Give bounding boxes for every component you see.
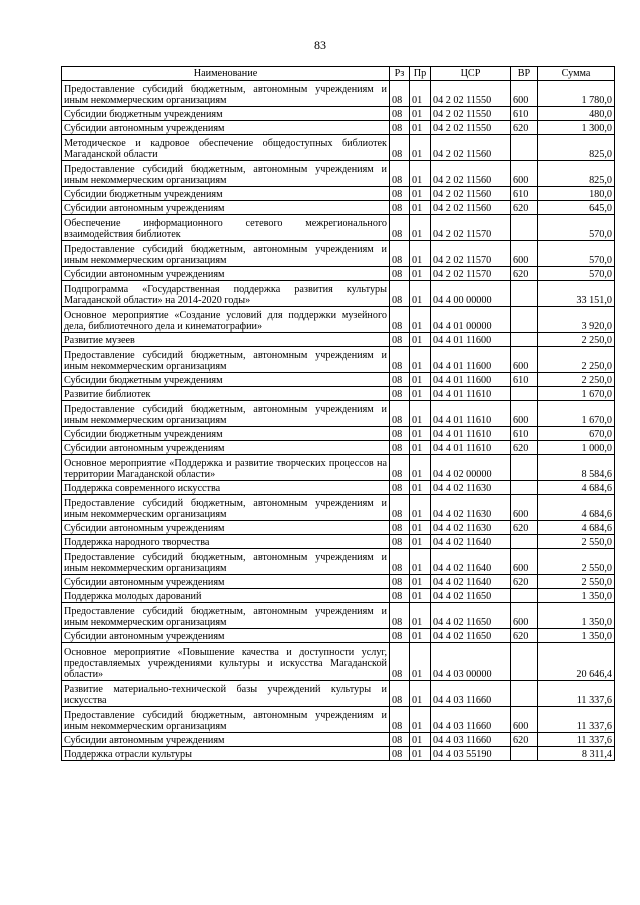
row-sum-cell: 1 780,0 — [538, 81, 615, 107]
header-vr: ВР — [511, 67, 538, 81]
table-row — [62, 135, 615, 161]
row-sum-cell: 8 311,4 — [538, 747, 615, 761]
row-rz-cell: 08 — [390, 481, 410, 495]
row-vr-cell — [511, 681, 538, 707]
row-csr-cell: 04 4 02 11650 — [431, 589, 511, 603]
row-sum-cell: 2 250,0 — [538, 373, 615, 387]
table-row — [62, 603, 615, 629]
row-sum-cell: 570,0 — [538, 241, 615, 267]
row-vr-cell: 600 — [511, 707, 538, 733]
table-row — [62, 495, 615, 521]
table-row — [62, 373, 615, 387]
row-pr-cell: 01 — [410, 81, 431, 107]
row-csr-cell: 04 4 01 11600 — [431, 333, 511, 347]
row-sum-cell: 1 350,0 — [538, 589, 615, 603]
table-row — [62, 387, 615, 401]
row-vr-cell: 620 — [511, 521, 538, 535]
header-rz: Рз — [390, 67, 410, 81]
row-name-cell: Поддержка современного искусства — [62, 481, 390, 495]
row-pr-cell: 01 — [410, 733, 431, 747]
header-csr: ЦСР — [431, 67, 511, 81]
row-vr-cell: 610 — [511, 187, 538, 201]
row-rz-cell: 08 — [390, 629, 410, 643]
row-csr-cell: 04 2 02 11570 — [431, 267, 511, 281]
row-rz-cell: 08 — [390, 107, 410, 121]
table-row — [62, 281, 615, 307]
row-sum-cell: 570,0 — [538, 267, 615, 281]
row-rz-cell: 08 — [390, 307, 410, 333]
row-vr-cell: 600 — [511, 495, 538, 521]
row-sum-cell: 4 684,6 — [538, 495, 615, 521]
row-rz-cell: 08 — [390, 281, 410, 307]
row-name-cell: Предоставление субсидий бюджетным, автономным учреждениям и иным некоммерческим организациям — [62, 81, 390, 107]
row-rz-cell: 08 — [390, 441, 410, 455]
table-row — [62, 629, 615, 643]
row-vr-cell: 620 — [511, 121, 538, 135]
row-name-cell: Субсидии бюджетным учреждениям — [62, 187, 390, 201]
row-csr-cell: 04 2 02 11560 — [431, 161, 511, 187]
table-row — [62, 401, 615, 427]
table-row — [62, 747, 615, 761]
row-csr-cell: 04 4 01 11610 — [431, 401, 511, 427]
row-csr-cell: 04 4 02 11630 — [431, 495, 511, 521]
row-sum-cell: 670,0 — [538, 427, 615, 441]
table-row — [62, 161, 615, 187]
budget-table — [61, 66, 615, 761]
row-pr-cell: 01 — [410, 307, 431, 333]
row-pr-cell: 01 — [410, 681, 431, 707]
row-name-cell: Предоставление субсидий бюджетным, автономным учреждениям и иным некоммерческим организациям — [62, 603, 390, 629]
row-pr-cell: 01 — [410, 215, 431, 241]
row-csr-cell: 04 4 03 11660 — [431, 681, 511, 707]
row-name-cell: Предоставление субсидий бюджетным, автономным учреждениям и иным некоммерческим организациям — [62, 495, 390, 521]
row-pr-cell: 01 — [410, 241, 431, 267]
row-name-cell: Предоставление субсидий бюджетным, автономным учреждениям и иным некоммерческим организациям — [62, 401, 390, 427]
row-vr-cell — [511, 215, 538, 241]
row-pr-cell: 01 — [410, 495, 431, 521]
row-vr-cell: 600 — [511, 401, 538, 427]
row-csr-cell: 04 4 01 11610 — [431, 427, 511, 441]
row-name-cell: Основное мероприятие «Повышение качества и доступности услуг, предоставляемых учреждениями культуры и искусства Магаданской области» — [62, 643, 390, 681]
row-name-cell: Развитие библиотек — [62, 387, 390, 401]
row-name-cell: Поддержка отрасли культуры — [62, 747, 390, 761]
row-sum-cell: 1 670,0 — [538, 387, 615, 401]
table-row — [62, 535, 615, 549]
row-csr-cell: 04 4 03 11660 — [431, 707, 511, 733]
row-pr-cell: 01 — [410, 281, 431, 307]
row-rz-cell: 08 — [390, 241, 410, 267]
header-sum: Сумма — [538, 67, 615, 81]
row-sum-cell: 825,0 — [538, 135, 615, 161]
row-csr-cell: 04 4 01 11600 — [431, 347, 511, 373]
table-row — [62, 681, 615, 707]
table-body — [62, 81, 615, 761]
row-pr-cell: 01 — [410, 187, 431, 201]
row-name-cell: Предоставление субсидий бюджетным, автономным учреждениям и иным некоммерческим организациям — [62, 549, 390, 575]
header-name: Наименование — [62, 67, 390, 81]
row-csr-cell: 04 4 02 11630 — [431, 521, 511, 535]
row-name-cell: Подпрограмма «Государственная поддержка развития культуры Магаданской области» на 2014-2020 годы» — [62, 281, 390, 307]
row-csr-cell: 04 4 01 11610 — [431, 441, 511, 455]
row-csr-cell: 04 4 02 11640 — [431, 575, 511, 589]
row-sum-cell: 180,0 — [538, 187, 615, 201]
row-rz-cell: 08 — [390, 521, 410, 535]
row-name-cell: Субсидии бюджетным учреждениям — [62, 373, 390, 387]
row-rz-cell: 08 — [390, 455, 410, 481]
page-number: 83 — [314, 38, 326, 52]
row-csr-cell: 04 2 02 11550 — [431, 121, 511, 135]
row-csr-cell: 04 2 02 11570 — [431, 215, 511, 241]
row-rz-cell: 08 — [390, 333, 410, 347]
row-name-cell: Субсидии автономным учреждениям — [62, 121, 390, 135]
row-vr-cell — [511, 747, 538, 761]
table-row — [62, 707, 615, 733]
table-row — [62, 333, 615, 347]
row-csr-cell: 04 4 01 11600 — [431, 373, 511, 387]
row-csr-cell: 04 2 02 11570 — [431, 241, 511, 267]
row-pr-cell: 01 — [410, 441, 431, 455]
row-vr-cell — [511, 387, 538, 401]
row-pr-cell: 01 — [410, 707, 431, 733]
row-vr-cell — [511, 481, 538, 495]
row-vr-cell — [511, 589, 538, 603]
row-name-cell: Основное мероприятие «Создание условий для поддержки музейного дела, библиотечного дела и кинематографии» — [62, 307, 390, 333]
row-vr-cell: 600 — [511, 241, 538, 267]
row-sum-cell: 3 920,0 — [538, 307, 615, 333]
row-csr-cell: 04 4 02 11640 — [431, 549, 511, 575]
row-csr-cell: 04 4 03 11660 — [431, 733, 511, 747]
row-name-cell: Субсидии бюджетным учреждениям — [62, 107, 390, 121]
row-sum-cell: 4 684,6 — [538, 521, 615, 535]
row-pr-cell: 01 — [410, 589, 431, 603]
row-rz-cell: 08 — [390, 589, 410, 603]
row-rz-cell: 08 — [390, 387, 410, 401]
row-csr-cell: 04 2 02 11560 — [431, 135, 511, 161]
row-rz-cell: 08 — [390, 427, 410, 441]
table-header-row — [62, 67, 615, 81]
row-vr-cell — [511, 333, 538, 347]
row-rz-cell: 08 — [390, 643, 410, 681]
row-vr-cell — [511, 281, 538, 307]
table-row — [62, 267, 615, 281]
row-pr-cell: 01 — [410, 401, 431, 427]
row-csr-cell: 04 2 02 11550 — [431, 81, 511, 107]
table-row — [62, 107, 615, 121]
row-name-cell: Субсидии автономным учреждениям — [62, 201, 390, 215]
row-rz-cell: 08 — [390, 121, 410, 135]
row-sum-cell: 1 670,0 — [538, 401, 615, 427]
row-csr-cell: 04 4 02 00000 — [431, 455, 511, 481]
row-rz-cell: 08 — [390, 267, 410, 281]
table-row — [62, 589, 615, 603]
row-rz-cell: 08 — [390, 135, 410, 161]
table-row — [62, 215, 615, 241]
table-row — [62, 201, 615, 215]
row-name-cell: Субсидии автономным учреждениям — [62, 441, 390, 455]
table-row — [62, 427, 615, 441]
row-sum-cell: 1 350,0 — [538, 629, 615, 643]
row-vr-cell: 600 — [511, 81, 538, 107]
row-vr-cell: 620 — [511, 441, 538, 455]
row-name-cell: Субсидии автономным учреждениям — [62, 521, 390, 535]
row-vr-cell: 600 — [511, 603, 538, 629]
row-name-cell: Обеспечение информационного сетевого межрегионального взаимодействия библиотек — [62, 215, 390, 241]
row-name-cell: Развитие материально-технической базы учреждений культуры и искусства — [62, 681, 390, 707]
row-rz-cell: 08 — [390, 495, 410, 521]
row-pr-cell: 01 — [410, 121, 431, 135]
row-rz-cell: 08 — [390, 535, 410, 549]
row-vr-cell: 620 — [511, 733, 538, 747]
row-vr-cell — [511, 643, 538, 681]
row-vr-cell: 600 — [511, 549, 538, 575]
row-vr-cell: 610 — [511, 107, 538, 121]
row-sum-cell: 20 646,4 — [538, 643, 615, 681]
row-pr-cell: 01 — [410, 333, 431, 347]
row-pr-cell: 01 — [410, 267, 431, 281]
row-vr-cell: 610 — [511, 373, 538, 387]
row-csr-cell: 04 2 02 11560 — [431, 187, 511, 201]
row-pr-cell: 01 — [410, 549, 431, 575]
row-sum-cell: 11 337,6 — [538, 681, 615, 707]
row-rz-cell: 08 — [390, 707, 410, 733]
row-name-cell: Поддержка молодых дарований — [62, 589, 390, 603]
row-sum-cell: 11 337,6 — [538, 733, 615, 747]
row-rz-cell: 08 — [390, 201, 410, 215]
row-pr-cell: 01 — [410, 161, 431, 187]
row-pr-cell: 01 — [410, 387, 431, 401]
row-csr-cell: 04 4 01 11610 — [431, 387, 511, 401]
row-csr-cell: 04 4 01 00000 — [431, 307, 511, 333]
row-vr-cell: 620 — [511, 201, 538, 215]
table-row — [62, 481, 615, 495]
row-sum-cell: 11 337,6 — [538, 707, 615, 733]
table-row — [62, 241, 615, 267]
row-sum-cell: 4 684,6 — [538, 481, 615, 495]
row-vr-cell: 620 — [511, 575, 538, 589]
table-row — [62, 455, 615, 481]
row-sum-cell: 645,0 — [538, 201, 615, 215]
row-rz-cell: 08 — [390, 161, 410, 187]
row-rz-cell: 08 — [390, 575, 410, 589]
row-csr-cell: 04 4 02 11630 — [431, 481, 511, 495]
row-sum-cell: 1 000,0 — [538, 441, 615, 455]
table-row — [62, 307, 615, 333]
row-rz-cell: 08 — [390, 347, 410, 373]
row-sum-cell: 825,0 — [538, 161, 615, 187]
row-vr-cell: 600 — [511, 347, 538, 373]
row-vr-cell: 610 — [511, 427, 538, 441]
row-csr-cell: 04 4 02 11640 — [431, 535, 511, 549]
row-pr-cell: 01 — [410, 643, 431, 681]
row-pr-cell: 01 — [410, 373, 431, 387]
row-pr-cell: 01 — [410, 575, 431, 589]
table-row — [62, 549, 615, 575]
row-sum-cell: 8 584,6 — [538, 455, 615, 481]
row-csr-cell: 04 4 00 00000 — [431, 281, 511, 307]
row-sum-cell: 2 550,0 — [538, 549, 615, 575]
row-name-cell: Предоставление субсидий бюджетным, автономным учреждениям и иным некоммерческим организациям — [62, 241, 390, 267]
row-sum-cell: 1 300,0 — [538, 121, 615, 135]
row-vr-cell: 620 — [511, 267, 538, 281]
row-pr-cell: 01 — [410, 481, 431, 495]
row-pr-cell: 01 — [410, 747, 431, 761]
row-sum-cell: 570,0 — [538, 215, 615, 241]
row-pr-cell: 01 — [410, 521, 431, 535]
row-rz-cell: 08 — [390, 733, 410, 747]
row-rz-cell: 08 — [390, 747, 410, 761]
row-vr-cell: 620 — [511, 629, 538, 643]
row-rz-cell: 08 — [390, 681, 410, 707]
row-name-cell: Методическое и кадровое обеспечение общедоступных библиотек Магаданской области — [62, 135, 390, 161]
row-csr-cell: 04 4 03 55190 — [431, 747, 511, 761]
row-rz-cell: 08 — [390, 81, 410, 107]
row-pr-cell: 01 — [410, 427, 431, 441]
row-rz-cell: 08 — [390, 373, 410, 387]
row-name-cell: Предоставление субсидий бюджетным, автономным учреждениям и иным некоммерческим организациям — [62, 161, 390, 187]
row-vr-cell — [511, 455, 538, 481]
table-row — [62, 733, 615, 747]
row-sum-cell: 33 151,0 — [538, 281, 615, 307]
table-row — [62, 81, 615, 107]
row-name-cell: Субсидии автономным учреждениям — [62, 629, 390, 643]
row-rz-cell: 08 — [390, 401, 410, 427]
table-row — [62, 121, 615, 135]
row-vr-cell — [511, 135, 538, 161]
row-pr-cell: 01 — [410, 455, 431, 481]
row-csr-cell: 04 2 02 11550 — [431, 107, 511, 121]
table-row — [62, 575, 615, 589]
row-name-cell: Субсидии автономным учреждениям — [62, 267, 390, 281]
row-vr-cell: 600 — [511, 161, 538, 187]
row-name-cell: Основное мероприятие «Поддержка и развитие творческих процессов на территории Магаданской области» — [62, 455, 390, 481]
row-pr-cell: 01 — [410, 201, 431, 215]
row-rz-cell: 08 — [390, 603, 410, 629]
row-pr-cell: 01 — [410, 603, 431, 629]
table-row — [62, 521, 615, 535]
row-csr-cell: 04 2 02 11560 — [431, 201, 511, 215]
table-row — [62, 441, 615, 455]
table-row — [62, 643, 615, 681]
row-vr-cell — [511, 307, 538, 333]
row-rz-cell: 08 — [390, 215, 410, 241]
row-pr-cell: 01 — [410, 347, 431, 373]
row-vr-cell — [511, 535, 538, 549]
row-name-cell: Субсидии автономным учреждениям — [62, 575, 390, 589]
row-sum-cell: 1 350,0 — [538, 603, 615, 629]
row-rz-cell: 08 — [390, 549, 410, 575]
row-pr-cell: 01 — [410, 535, 431, 549]
row-name-cell: Субсидии автономным учреждениям — [62, 733, 390, 747]
table-row — [62, 347, 615, 373]
row-name-cell: Субсидии бюджетным учреждениям — [62, 427, 390, 441]
row-pr-cell: 01 — [410, 107, 431, 121]
row-rz-cell: 08 — [390, 187, 410, 201]
row-csr-cell: 04 4 03 00000 — [431, 643, 511, 681]
row-sum-cell: 480,0 — [538, 107, 615, 121]
row-sum-cell: 2 250,0 — [538, 347, 615, 373]
row-csr-cell: 04 4 02 11650 — [431, 603, 511, 629]
table-row — [62, 187, 615, 201]
row-name-cell: Предоставление субсидий бюджетным, автономным учреждениям и иным некоммерческим организациям — [62, 707, 390, 733]
row-pr-cell: 01 — [410, 135, 431, 161]
row-name-cell: Поддержка народного творчества — [62, 535, 390, 549]
row-name-cell: Развитие музеев — [62, 333, 390, 347]
row-csr-cell: 04 4 02 11650 — [431, 629, 511, 643]
row-sum-cell: 2 250,0 — [538, 333, 615, 347]
row-sum-cell: 2 550,0 — [538, 575, 615, 589]
row-name-cell: Предоставление субсидий бюджетным, автономным учреждениям и иным некоммерческим организациям — [62, 347, 390, 373]
row-pr-cell: 01 — [410, 629, 431, 643]
row-sum-cell: 2 550,0 — [538, 535, 615, 549]
header-pr: Пр — [410, 67, 431, 81]
